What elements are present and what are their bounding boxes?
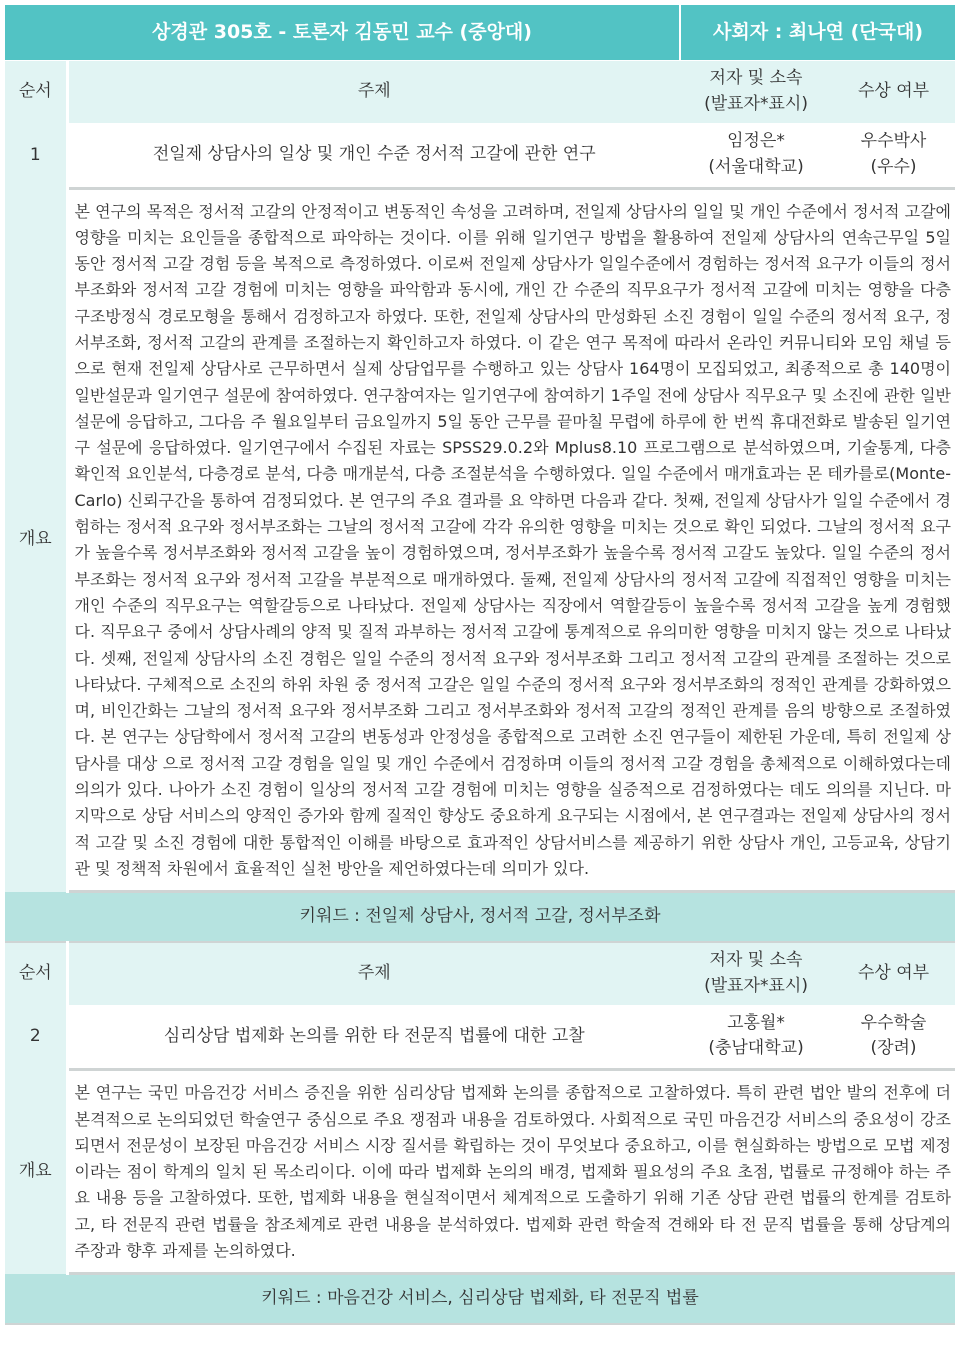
paper-row	[5, 1005, 955, 1070]
session-program-table	[5, 5, 955, 1325]
abstract-row	[5, 188, 955, 892]
paper-award-cell	[832, 123, 955, 188]
keywords: 키워드 : 마음건강 서비스, 심리상담 법제화, 타 전문직 법률	[5, 1274, 955, 1324]
paper-title: 전일제 상담사의 일상 및 개인 수준 정서적 고갈에 관한 연구	[67, 123, 680, 188]
paper-author: 고홍월*	[727, 1012, 785, 1033]
paper-award-cell	[832, 1005, 955, 1070]
column-header-author	[680, 60, 832, 123]
paper-number: 1	[5, 123, 67, 188]
abstract-row	[5, 1070, 955, 1274]
abstract-label: 개요	[5, 1070, 67, 1274]
abstract-label: 개요	[5, 188, 67, 892]
paper-affiliation: (서울대학교)	[708, 156, 804, 177]
session-moderator: 사회자 : 최나연 (단국대)	[680, 5, 955, 60]
column-header-award: 수상 여부	[832, 60, 955, 123]
keywords: 키워드 : 전일제 상담사, 정서적 고갈, 정서부조화	[5, 892, 955, 942]
keyword-row	[5, 892, 955, 942]
abstract-text: 본 연구는 국민 마음건강 서비스 증진을 위한 심리상담 법제화 논의를 종합적으로 고찰하였다. 특히 관련 법안 발의 전후에 더 본격적으로 논의되었던 학술연구 중심으로 주요 쟁점과 내용을 검토하였다. 사회적으로 국민 마음건강 서비스의 중요성이 강조되면서 전문성이 보장된 마음건강 서비스 시장 질서를 확립하는 것이 무엇보다 중요하고, 이를 현실화하는 방법으로 모법 제정이라는 점이 학계의 일치 된 목소리이다. 이에 따라 법제화 논의의 배경, 법제화 필요성의 주요 초점, 법률로 규정해야 하는 주요 내용 등을 고찰하였다. 또한, 법제화 내용을 현실적이면서 체계적으로 도출하기 위해 기존 상담 관련 법률의 한계를 검토하고, 타 전문직 관련 법률을 참조체계로 관련 내용을 분석하였다. 법제화 관련 학술적 견해와 타 전 문직 법률을 통해 상담계의 주장과 향후 과제를 논의하였다.	[67, 1070, 955, 1274]
paper-award-level: (우수)	[870, 156, 917, 177]
paper-author-cell	[680, 123, 832, 188]
column-header-award: 수상 여부	[832, 942, 955, 1005]
paper-award: 우수박사	[860, 131, 927, 152]
paper-author-cell	[680, 1005, 832, 1070]
column-header-author-line2: (발표자*표시)	[704, 93, 808, 114]
column-header-author-line2: (발표자*표시)	[704, 975, 808, 996]
column-header-topic: 주제	[67, 942, 680, 1005]
paper-title: 심리상담 법제화 논의를 위한 타 전문직 법률에 대한 고찰	[67, 1005, 680, 1070]
column-header-author-line1: 저자 및 소속	[709, 950, 803, 971]
abstract-text: 본 연구의 목적은 정서적 고갈의 안정적이고 변동적인 속성을 고려하며, 전일제 상담사의 일일 및 개인 수준에서 정서적 고갈에 영향을 미치는 요인들을 종합적으로 파악하는 것이다. 이를 위해 일기연구 방법을 활용하여 전일제 상담사의 연속근무일 5일 동안 정서적 고갈 경험 등을 복적으로 측정하였다. 이로써 전일제 상담사가 일일수준에서 경험하는 정서적 요구가 이들의 정서부조화와 정서적 고갈 경험에 미치는 영향을 파악함과 동시에, 개인 간 수준의 직무요구가 정서적 고갈에 미치는 영향을 다층 구조방정식 경로모형을 통해서 검정하고자 하였다. 또한, 전일제 상담사의 만성화된 소진 경험이 일일 수준의 정서적 요구, 정서부조화, 정서적 고갈의 관계를 조절하는지 확인하고자 하였다. 이 같은 연구 목적에 따라서 온라인 커뮤니티와 모임 채널 등으로 현재 전일제 상담사로 근무하면서 실제 상담업무를 수행하고 있는 상담사 164명이 모집되었고, 최종적으로 총 140명이 일반설문과 일기연구 설문에 참여하였다. 연구참여자는 일기연구에 참여하기 1주일 전에 상담사 직무요구 및 소진에 관한 일반 설문에 응답하고, 그다음 주 월요일부터 금요일까지 5일 동안 근무를 끝마칠 무렵에 하루에 한 번씩 휴대전화로 발송된 일기연구 설문에 응답하였다. 일기연구에서 수집된 자료는 SPSS29.0.2와 Mplus8.10 프로그램으로 분석하였으며, 기술통계, 다층 확인적 요인분석, 다층경로 분석, 다층 매개분석, 다층 조절분석을 수행하였다. 일일 수준에서 매개효과는 몬 테카를로(Monte-Carlo) 신뢰구간을 통하여 검정되었다. 본 연구의 주요 결과를 요 약하면 다음과 같다. 첫째, 전일제 상담사가 일일 수준에서 경험하는 정서적 요구와 정서부조화는 그날의 정서적 고갈에 각각 유의한 영향을 미치는 것으로 확인 되었다. 그날의 정서적 요구가 높을수록 정서부조화와 정서적 고갈을 높이 경험하였으며, 정서부조화가 높을수록 정서적 고갈도 높았다. 일일 수준의 정서부조화는 정서적 요구와 정서적 고갈을 부분적으로 매개하였다. 둘째, 전일제 상담사의 정서적 고갈에 직접적인 영향을 미치는 개인 수준의 직무요구는 역할갈등으로 나타났다. 전일제 상담사는 직장에서 역할갈등이 높을수록 정서적 고갈을 높게 경험했다. 직무요구 중에서 상담사례의 양적 및 질적 과부하는 정서적 고갈에 통계적으로 유의미한 영향을 미치지 않는 것으로 나타났다. 셋째, 전일제 상담사의 소진 경험은 일일 수준의 정서적 요구와 정서부조화 그리고 정서적 고갈의 관계를 조절하는 것으로 나타났다. 구체적으로 소진의 하위 차원 중 정서적 고갈은 일일 수준의 정서적 요구와 정서부조화의 정적인 관계를 강화하였으며, 비인간화는 그날의 정서적 요구와 정서부조화 그리고 정서부조화와 정서적 고갈의 정적인 관계를 음의 방향으로 조절하였다. 본 연구는 상담학에서 정서적 고갈의 변동성과 안정성을 종합적으로 고려한 소진 연구들이 제한된 가운데, 특히 전일제 상담사를 대상 으로 정서적 고갈 경험을 일일 및 개인 수준에서 검정하며 이들의 정서적 고갈 경험을 총체적으로 이해하였다는데 의의가 있다. 나아가 소진 경험이 일상의 정서적 고갈 경험에 미치는 영향을 실증적으로 검정하였다는 데도 의의를 지닌다. 마지막으로 상담 서비스의 양적인 증가와 함께 질적인 향상도 중요하게 요구되는 시점에서, 본 연구결과는 전일제 상담사의 정서적 고갈 및 소진 경험에 대한 통합적인 이해를 바탕으로 효과적인 상담서비스를 제공하기 위한 상담사 개인, 고등교육, 상담기관 및 정책적 차원에서 효율적인 실천 방안을 제언하였다는데 의미가 있다.	[67, 188, 955, 892]
column-header-row	[5, 942, 955, 1005]
paper-row	[5, 123, 955, 188]
paper-number: 2	[5, 1005, 67, 1070]
session-header-row	[5, 5, 955, 60]
column-header-author	[680, 942, 832, 1005]
paper-affiliation: (충남대학교)	[708, 1038, 804, 1059]
column-header-row	[5, 60, 955, 123]
keyword-row	[5, 1274, 955, 1324]
column-header-no: 순서	[5, 60, 67, 123]
paper-author: 임정은*	[727, 131, 785, 152]
column-header-no: 순서	[5, 942, 67, 1005]
paper-award-level: (장려)	[870, 1038, 917, 1059]
paper-award: 우수학술	[860, 1012, 927, 1033]
column-header-topic: 주제	[67, 60, 680, 123]
session-room-discussant: 상경관 305호 - 토론자 김동민 교수 (중앙대)	[5, 5, 680, 60]
column-header-author-line1: 저자 및 소속	[709, 68, 803, 89]
